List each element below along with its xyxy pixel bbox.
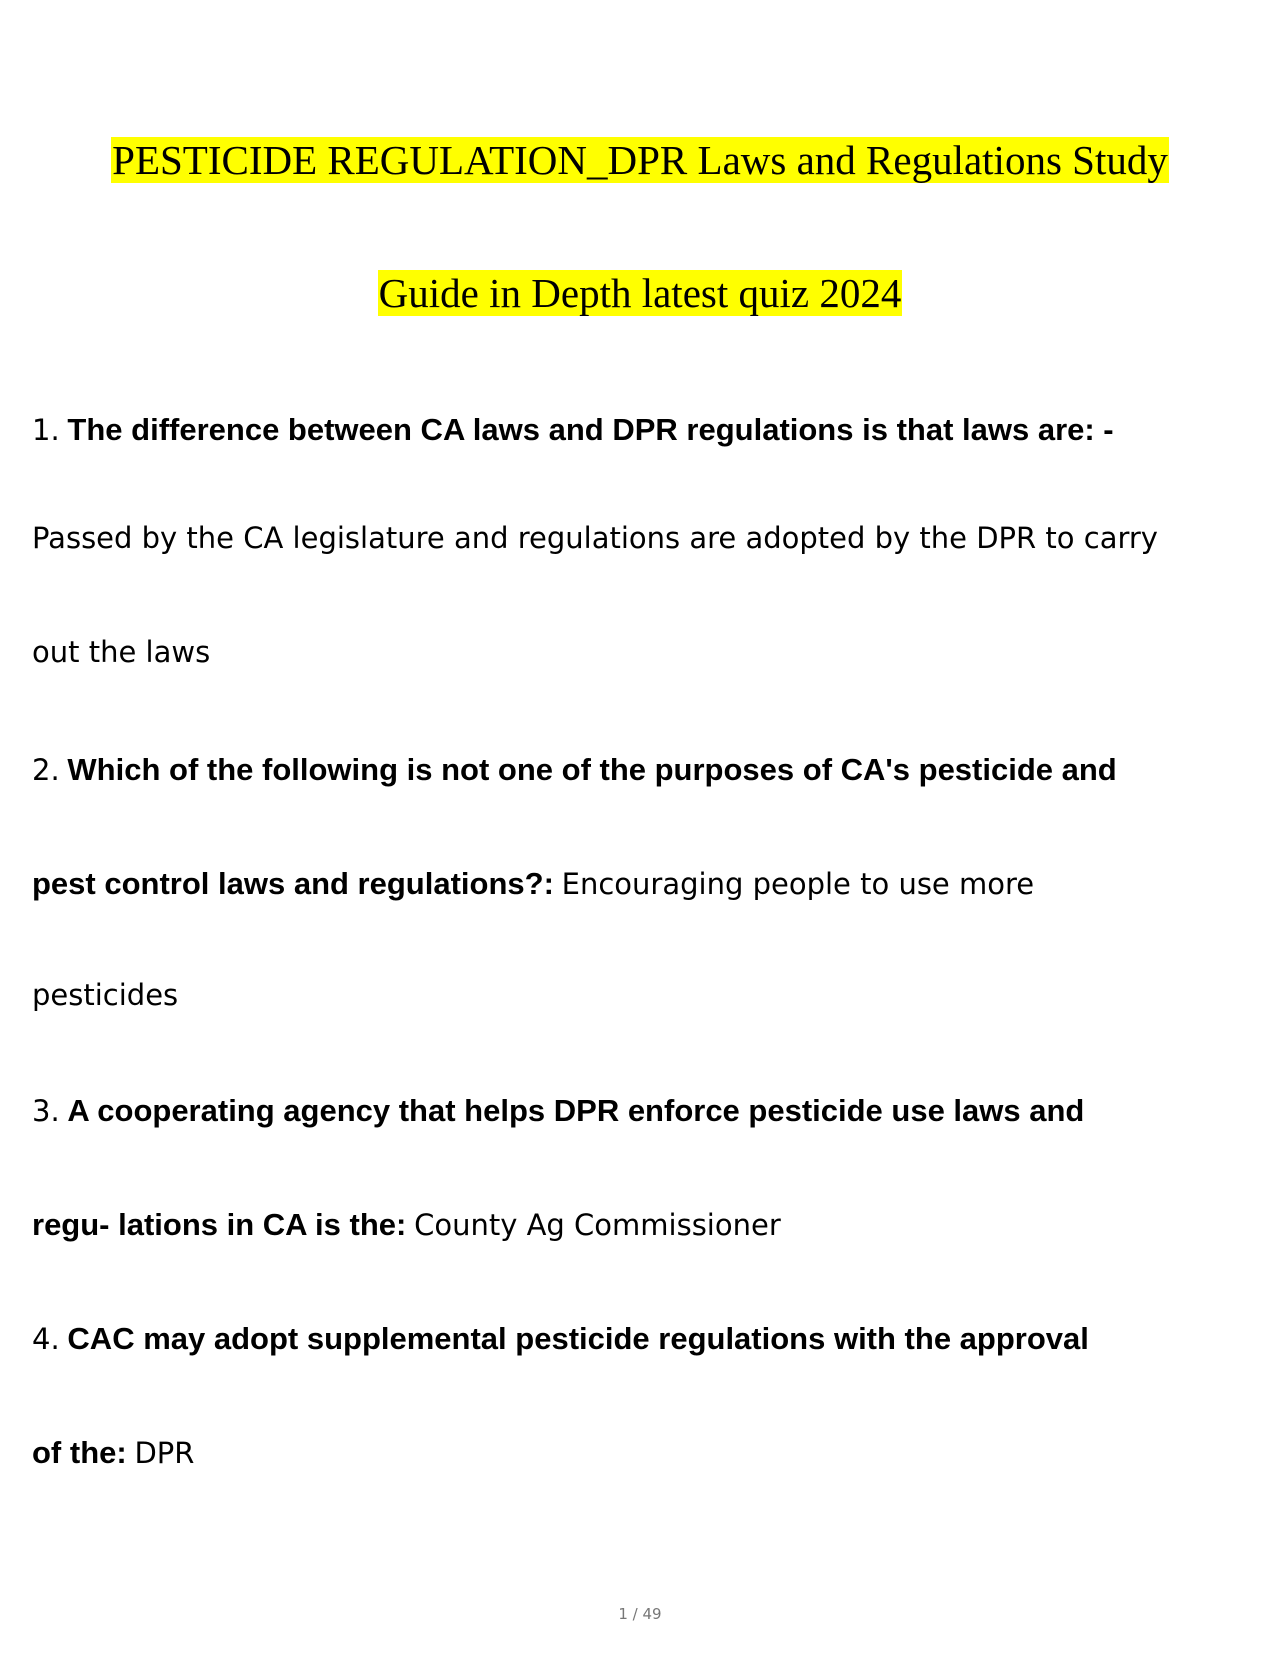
item-2-line-3 — [32, 975, 1252, 1015]
item-question: of the: — [32, 1435, 127, 1470]
document-title-line-1 — [0, 135, 1280, 185]
item-number: 2. — [32, 753, 60, 787]
item-question: pest control laws and regulations?: — [32, 866, 554, 901]
item-answer: County Ag Commissioner — [414, 1208, 781, 1242]
document-title-line-2 — [0, 268, 1280, 318]
item-4-line-1 — [32, 1319, 1252, 1359]
item-2-line-2 — [32, 864, 1252, 904]
item-2-line-1 — [32, 750, 1252, 790]
title-highlight-1: PESTICIDE REGULATION_DPR Laws and Regulations Study — [112, 137, 1168, 183]
item-number: 4. — [32, 1322, 60, 1356]
title-highlight-2: Guide in Depth latest quiz 2024 — [378, 270, 902, 316]
item-answer: Encouraging people to use more — [561, 867, 1035, 901]
item-question: The difference between CA laws and DPR regulations is that laws are: - — [67, 412, 1114, 447]
item-1-line-1 — [32, 410, 1252, 450]
item-question: Which of the following is not one of the purposes of CA's pesticide and — [67, 752, 1117, 787]
item-3-line-2 — [32, 1205, 1252, 1245]
item-question: CAC may adopt supplemental pesticide regulations with the approval — [67, 1321, 1089, 1356]
item-question: A cooperating agency that helps DPR enforce pesticide use laws and — [67, 1093, 1085, 1128]
item-3-line-1 — [32, 1091, 1252, 1131]
item-answer: out the laws — [32, 635, 211, 669]
item-number: 1. — [32, 413, 60, 447]
item-1-line-2 — [32, 518, 1252, 558]
item-question: regu- lations in CA is the: — [32, 1207, 407, 1242]
item-1-line-3 — [32, 632, 1252, 672]
item-answer: DPR — [134, 1436, 195, 1470]
item-answer: pesticides — [32, 978, 179, 1012]
item-answer: Passed by the CA legislature and regulations are adopted by the DPR to carry — [32, 521, 1158, 555]
page-indicator: 1 / 49 — [618, 1605, 662, 1623]
item-number: 3. — [32, 1094, 60, 1128]
item-4-line-2 — [32, 1433, 1252, 1473]
